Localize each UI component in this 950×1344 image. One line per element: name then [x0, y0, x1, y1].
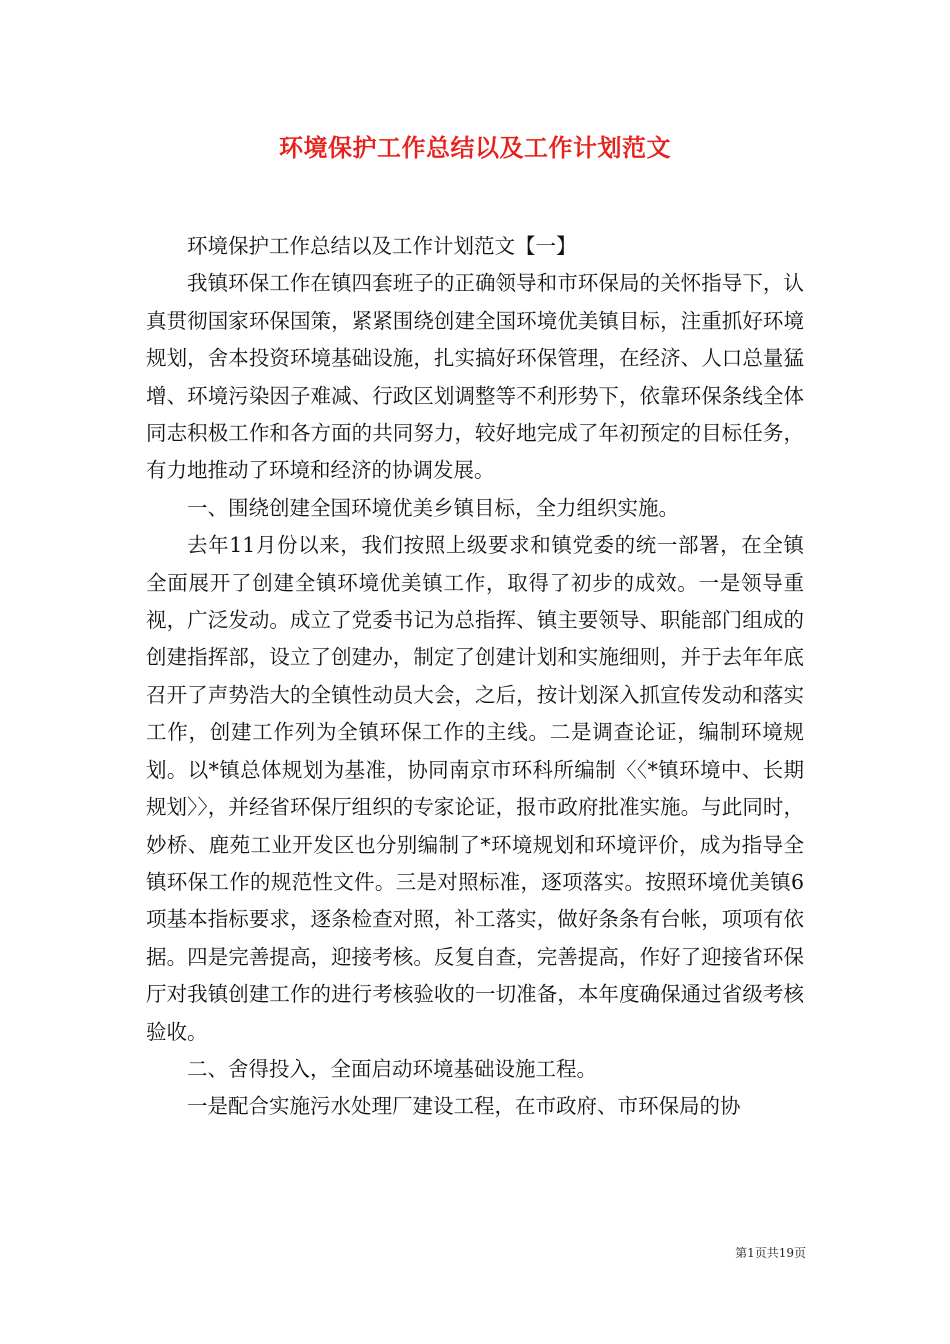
section-heading-1: 环境保护工作总结以及工作计划范文【一】: [187, 234, 577, 258]
paragraph-creation-work: 去年11月份以来，我们按照上级要求和镇党委的统一部署，在全镇全面展开了创建全镇环境优美镇工作，取得了初步的成效。一是领导重视，广泛发动。成立了党委书记为总指挥、镇主要领导、职能部门组成的创建指挥部，设立了创建办，制定了创建计划和实施细则，并于去年年底召开了声势浩大的全镇性动员大会，之后，按计划深入抓宣传发动和落实工作，创建工作列为全镇环保工作的主线。二是调查论证，编制环境规划。以*镇总体规划为基准，协同南京市环科所编制〈〈*镇环境中、长期规划〉〉，并经省环保厅组织的专家论证，报市政府批准实施。与此同时，妙桥、鹿苑工业开发区也分别编制了*环境规划和环境评价，成为指导全镇环保工作的规范性文件。三是对照标准，逐项落实。按照环境优美镇6项基本指标要求，逐条检查对照，补工落实，做好条条有台帐，项项有依据。四是完善提高，迎接考核。反复自查，完善提高，作好了迎接省环保厅对我镇创建工作的进行考核验收的一切准备，本年度确保通过省级考核验收。: [146, 533, 804, 1044]
document-body: [146, 228, 804, 1126]
section-heading-2: 一、围绕创建全国环境优美乡镇目标，全力组织实施。: [187, 495, 679, 520]
paragraph-intro: 我镇环保工作在镇四套班子的正确领导和市环保局的关怀指导下，认真贯彻国家环保国策，紧紧围绕创建全国环境优美镇目标，注重抓好环境规划，舍本投资环境基础设施，扎实搞好环保管理，在经济、人口总量猛增、环境污染因子难减、行政区划调整等不利形势下，依靠环保条线全体同志积极工作和各方面的共同努力，较好地完成了年初预定的目标任务，有力地推动了环境和经济的协调发展。: [146, 271, 804, 483]
section-heading-3: 二、舍得投入，全面启动环境基础设施工程。: [187, 1056, 597, 1081]
document-title: 环境保护工作总结以及工作计划范文: [279, 133, 671, 162]
paragraph-sewage: 一是配合实施污水处理厂建设工程，在市政府、市环保局的协: [187, 1094, 741, 1119]
page-number: 第1页共19页: [735, 1246, 806, 1260]
